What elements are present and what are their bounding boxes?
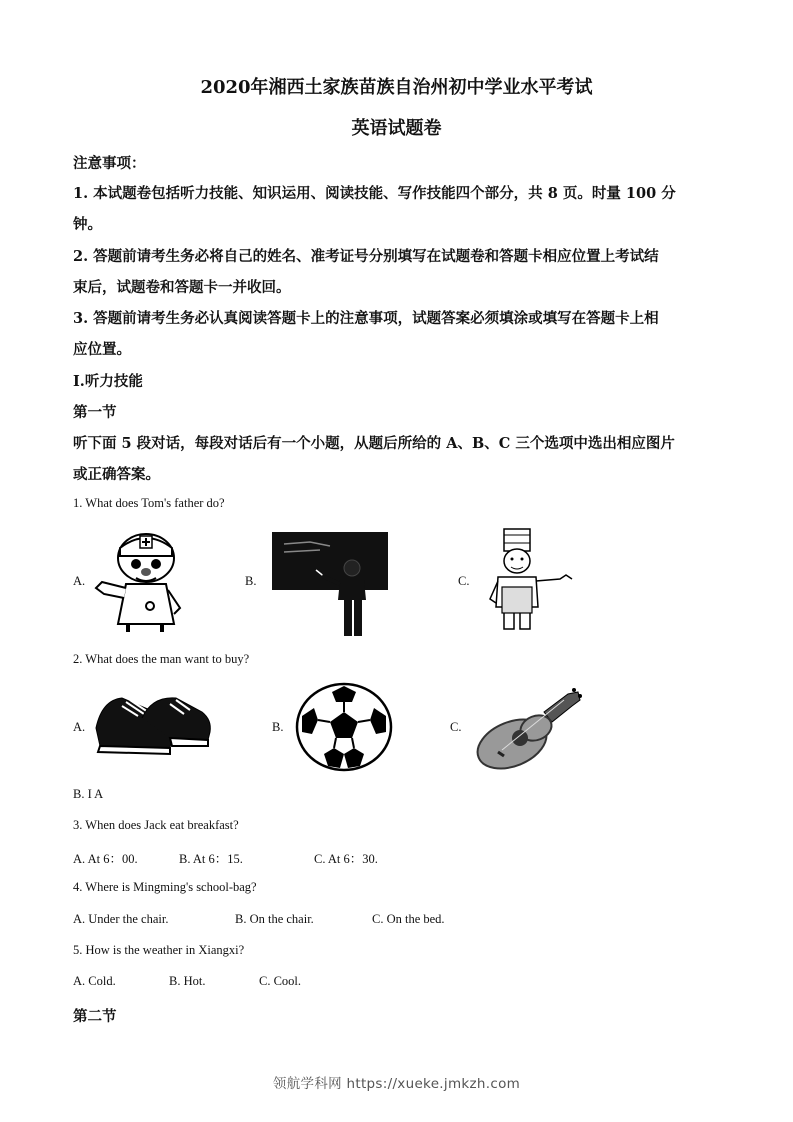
question-2: 2. What does the man want to buy? — [73, 652, 250, 666]
teacher-icon — [270, 530, 390, 638]
part-2-title: 第二节 — [73, 1008, 117, 1025]
q4-option-c: C. On the bed. — [372, 912, 445, 926]
page-subtitle: 英语试题卷 — [351, 118, 442, 139]
q5-option-b: B. Hot. — [169, 974, 206, 988]
q3-option-a: A. At 6：00. — [73, 852, 138, 866]
sneakers-icon — [92, 688, 214, 760]
question-5: 5. How is the weather in Xiangxi? — [73, 943, 245, 957]
q4-option-b: B. On the chair. — [235, 912, 314, 926]
section-title: I.听力技能 — [73, 373, 143, 390]
note-2-line2: 束后，试题卷和答题卡一并收回。 — [73, 279, 291, 296]
q3-option-c: C. At 6：30. — [314, 852, 378, 866]
q2-option-b: B. — [272, 720, 284, 734]
q2-option-c: C. — [450, 720, 462, 734]
notes-heading: 注意事项： — [73, 155, 146, 172]
note-3-line1: 3. 答题前请考生务必认真阅读答题卡上的注意事项，试题答案必须填涂或填写在答题卡上相 — [73, 310, 659, 327]
question-3: 3. When does Jack eat breakfast? — [73, 818, 239, 832]
chef-icon — [482, 525, 582, 633]
instructions-line1: 听下面 5 段对话，每段对话后有一个小题，从题后所给的 A、B、C 三个选项中选出相应图片 — [73, 435, 675, 452]
soccer-ball-icon — [294, 682, 394, 772]
note-1-line2: 钟。 — [73, 216, 102, 233]
q2-option-a: A. — [73, 720, 86, 734]
q1-option-b: B. — [245, 574, 257, 588]
page-title: 2020年湘西土家族苗族自治州初中学业水平考试 — [200, 77, 593, 98]
q5-option-c: C. Cool. — [259, 974, 302, 988]
footer-watermark: 领航学科网 https://xueke.jmkzh.com — [272, 1076, 521, 1092]
question-1: 1. What does Tom's father do? — [73, 496, 225, 510]
q3-option-b: B. At 6：15. — [179, 852, 243, 866]
doctor-icon — [88, 528, 198, 633]
note-1-line1: 1. 本试题卷包括听力技能、知识运用、阅读技能、写作技能四个部分，共 8 页。时量 100 分 — [73, 185, 676, 202]
part-1-title: 第一节 — [73, 404, 117, 421]
instructions-line2: 或正确答案。 — [73, 466, 160, 483]
q1-option-a: A. — [73, 574, 86, 588]
q4-option-a: A. Under the chair. — [73, 912, 169, 926]
q5-option-a: A. Cold. — [73, 974, 116, 988]
question-4: 4. Where is Mingming's school-bag? — [73, 880, 257, 894]
q1-option-c: C. — [458, 574, 470, 588]
note-2-line1: 2. 答题前请考生务必将自己的姓名、准考证号分别填写在试题卷和答题卡相应位置上考试结 — [73, 248, 659, 265]
note-3-line2: 应位置。 — [73, 341, 131, 358]
guitar-icon — [468, 686, 584, 772]
q2-answer-note: B. I A — [73, 787, 104, 801]
